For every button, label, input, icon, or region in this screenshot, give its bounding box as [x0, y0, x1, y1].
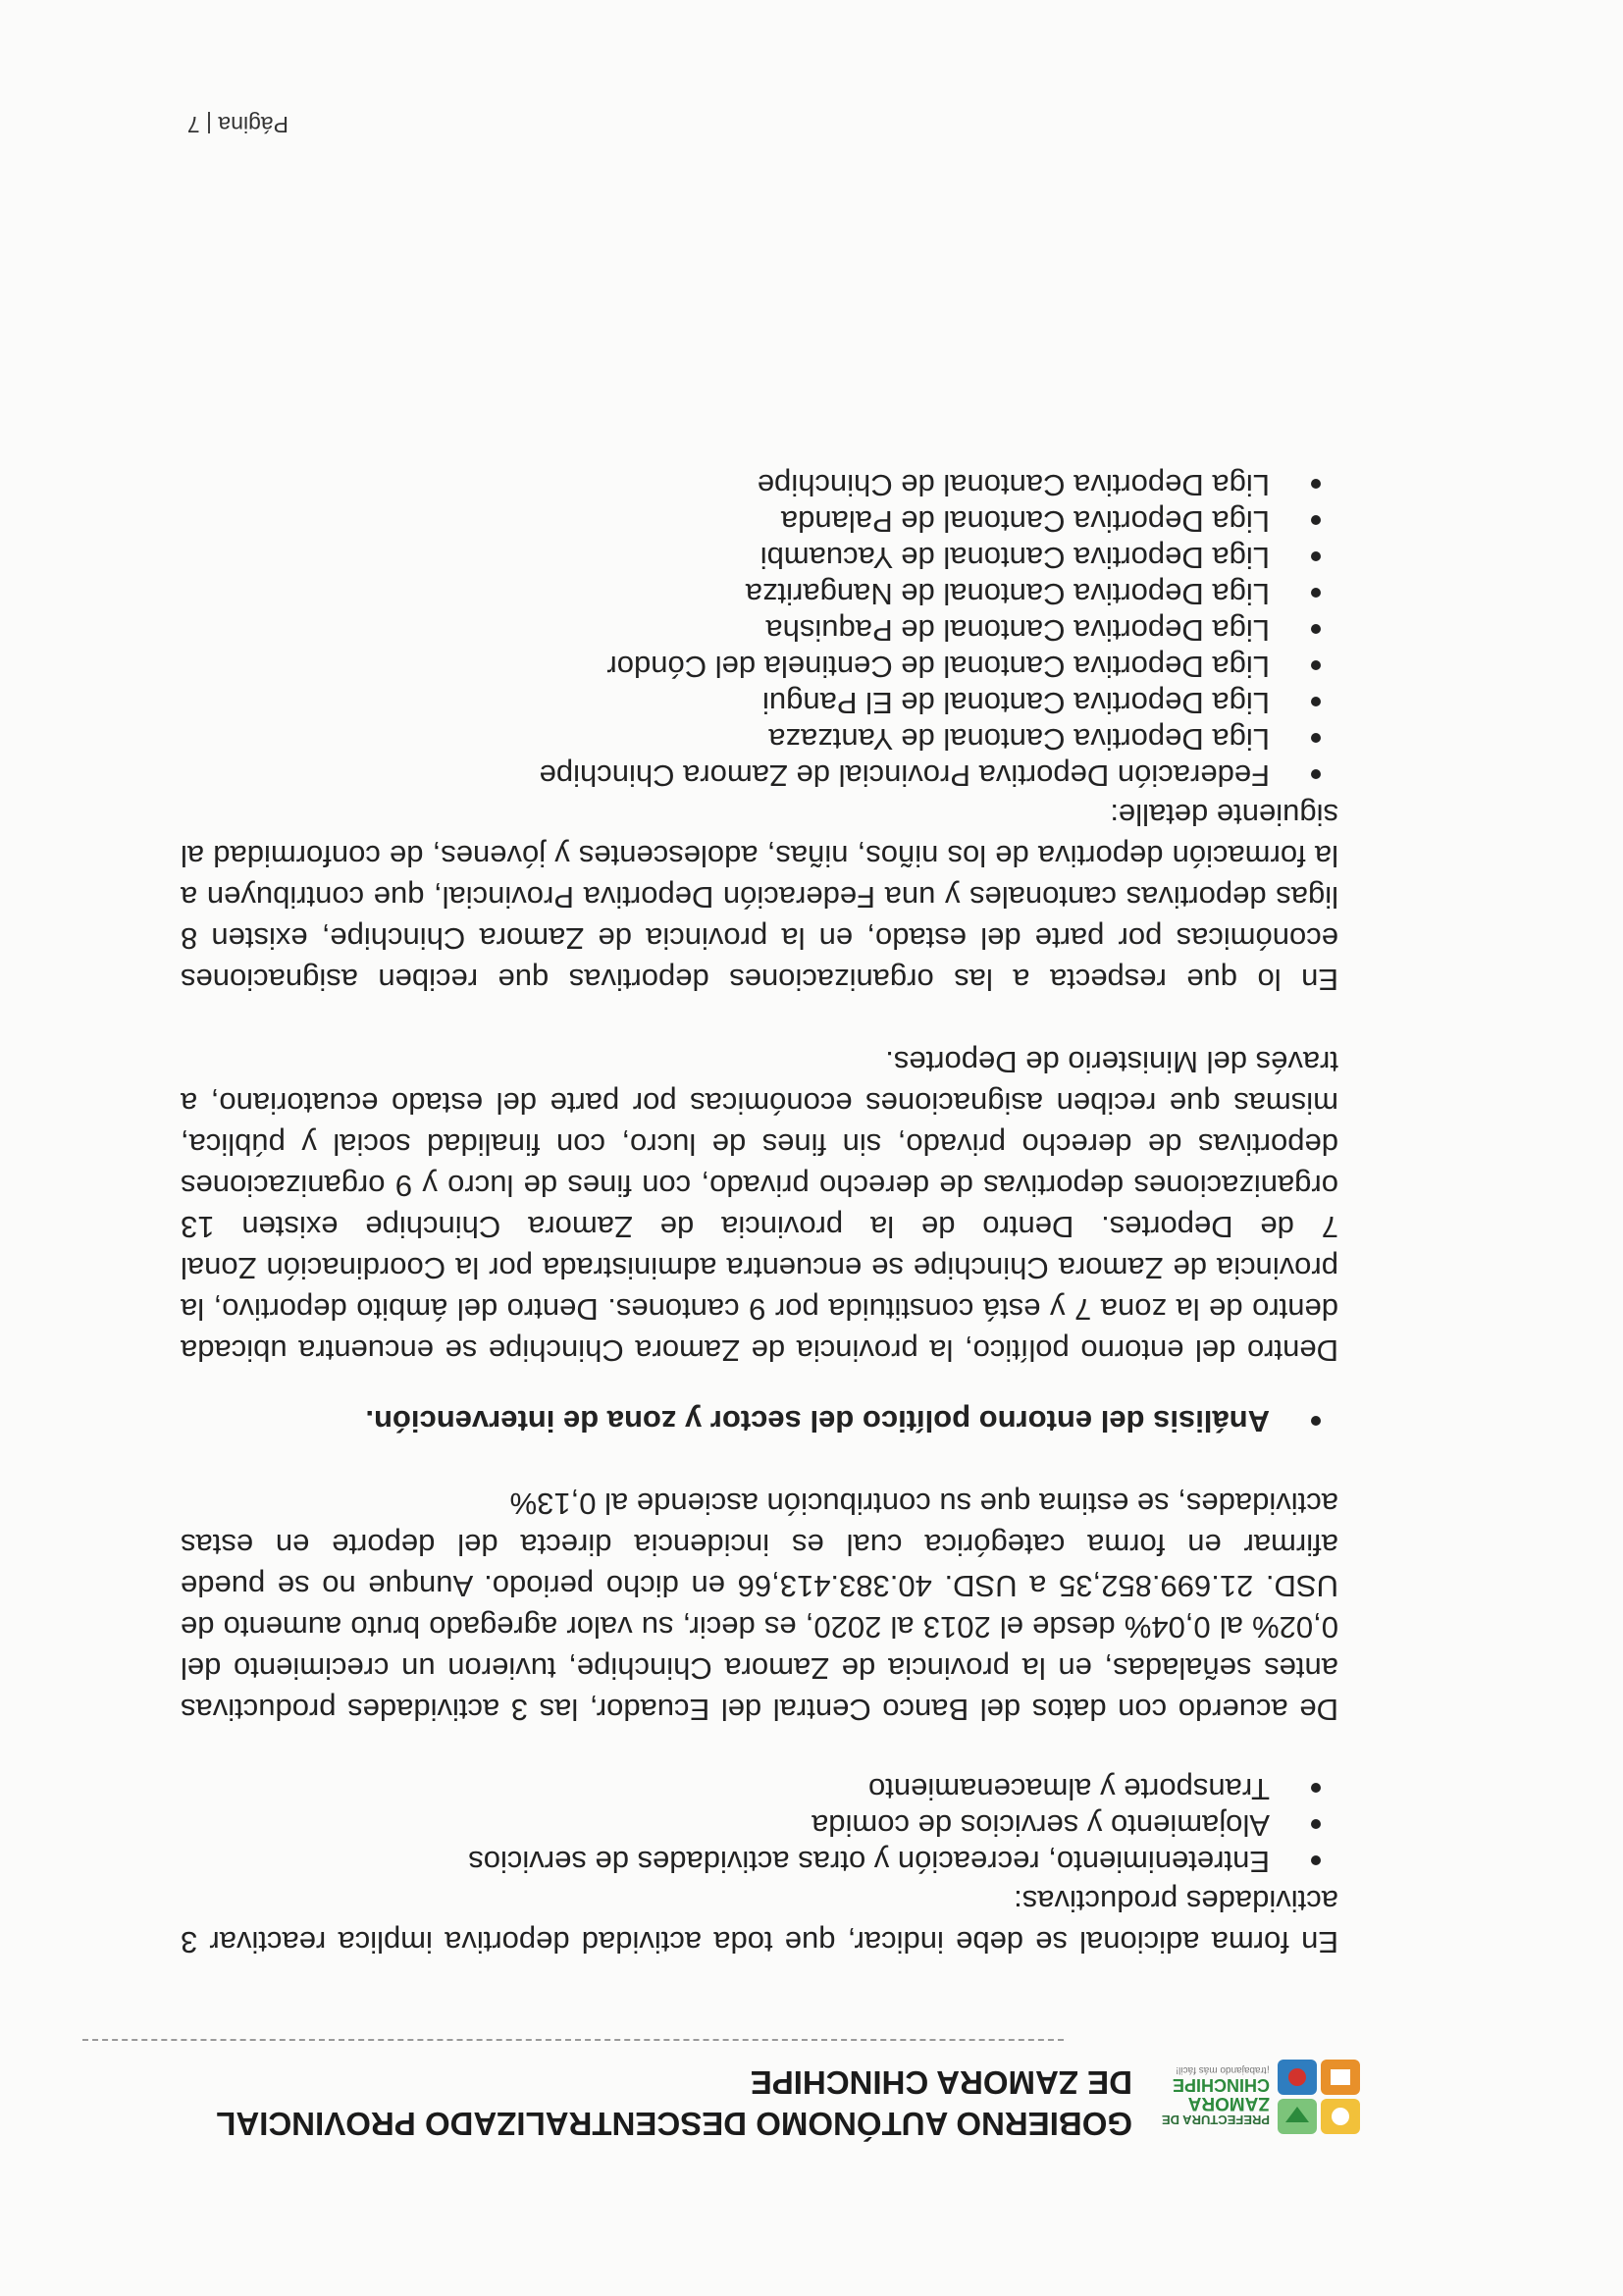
page-header [141, 2026, 1368, 2144]
list-item: Liga Deportiva Cantonal de Yantzaza [181, 721, 1338, 757]
header-title-line2: DE ZAMORA CHINCHIPE [750, 2064, 1132, 2101]
activities-list [181, 1771, 1338, 1880]
list-item: Federación Deportiva Provincial de Zamora Chinchipe [181, 757, 1338, 794]
page-content [181, 467, 1338, 1962]
list-item: Liga Deportiva Cantonal de Paquisha [181, 612, 1338, 649]
bce-paragraph: De acuerdo con datos del Banco Central del Ecuador, las 3 actividades productivas antes señaladas, en la provincia de Zamora Chinchipe, tuvieron un crecimiento del 0,02% al 0,04% desde el 2013 al 2020, es decir, su valor agregado bruto aumento de USD. 21.699.852,35 a USD. 40.383.413,66 en dicho periodo. Aunque no se puede afirmar en forma categórica cual es incidencia directa del deporte en estas actividades, se estima que su contribución asciende al 0,13% [181, 1487, 1338, 1727]
list-item: Liga Deportiva Cantonal de Yacuambi [181, 540, 1338, 576]
page-number: Página | 7 [186, 112, 288, 137]
logo-name-line1: ZAMORA [1187, 2093, 1270, 2113]
list-item: Transporte y almacenamiento [181, 1771, 1338, 1807]
list-item: Liga Deportiva Cantonal de Nangaritza [181, 576, 1338, 612]
logo-prefix: PREFECTURA DE [1161, 2113, 1270, 2127]
list-item: Alojamiento y servicios de comida [181, 1807, 1338, 1844]
organizations-list [181, 467, 1338, 794]
logo-name-line2: CHINCHIPE [1172, 2075, 1270, 2095]
list-item: Liga Deportiva Cantonal de Palanda [181, 503, 1338, 540]
intro-paragraph: En forma adicional se debe indicar, que toda actividad deportiva implica reactivar 3 actividades productivas: [181, 1884, 1338, 1959]
header-title [151, 2061, 1132, 2144]
list-item: Liga Deportiva Cantonal de Chinchipe [181, 467, 1338, 503]
list-item: Liga Deportiva Cantonal de Centinela del Cóndor [181, 649, 1338, 685]
prefecture-logo-icon [1260, 2046, 1368, 2144]
organizations-paragraph: En lo que respecta a las organizaciones deportivas que reciben asignaciones económicas por parte del estado, en la provincia de Zamora Chinchipe, existen 8 ligas deportivas cantonales y una Federación Deportiva Provincial, que contribuyen a la formación deportiva de los niños, niñas, adolescentes y jóvenes, de conformidad al siguiente detalle: [181, 798, 1338, 997]
logo-tagline: ¡trabajando más fácil! [1176, 2064, 1270, 2075]
section-heading: Análisis del entorno político del sector y zona de intervención. [181, 1400, 1338, 1441]
list-item: Entretenimiento, recreación y otras actividades de servicios [181, 1844, 1338, 1880]
political-paragraph: Dentro del entorno político, la provincia de Zamora Chinchipe se encuentra ubicada dentro de la zona 7 y está constituida por 9 cantones. Dentro del ámbito deportivo, la provincia de Zamora Chinchipe se encuentra administrada por la Coordinación Zonal 7 de Deportes. Dentro de la provincia de Zamora Chinchipe existen 13 organizaciones deportivas de derecho privado, con fines de lucro y 9 organizaciones deportivas de derecho privado, sin fines de lucro, con finalidad social y pública, mismas que reciben asignaciones económicas por parte del estado ecuatoriano, a través del Ministerio de Deportes. [181, 1045, 1338, 1368]
header-divider [82, 2039, 1064, 2041]
list-item: Liga Deportiva Cantonal de El Pangui [181, 685, 1338, 721]
header-title-line1: GOBIERNO AUTÓNOMO DESCENTRALIZADO PROVINCIAL [216, 2106, 1132, 2142]
logo-text [1152, 2062, 1270, 2126]
